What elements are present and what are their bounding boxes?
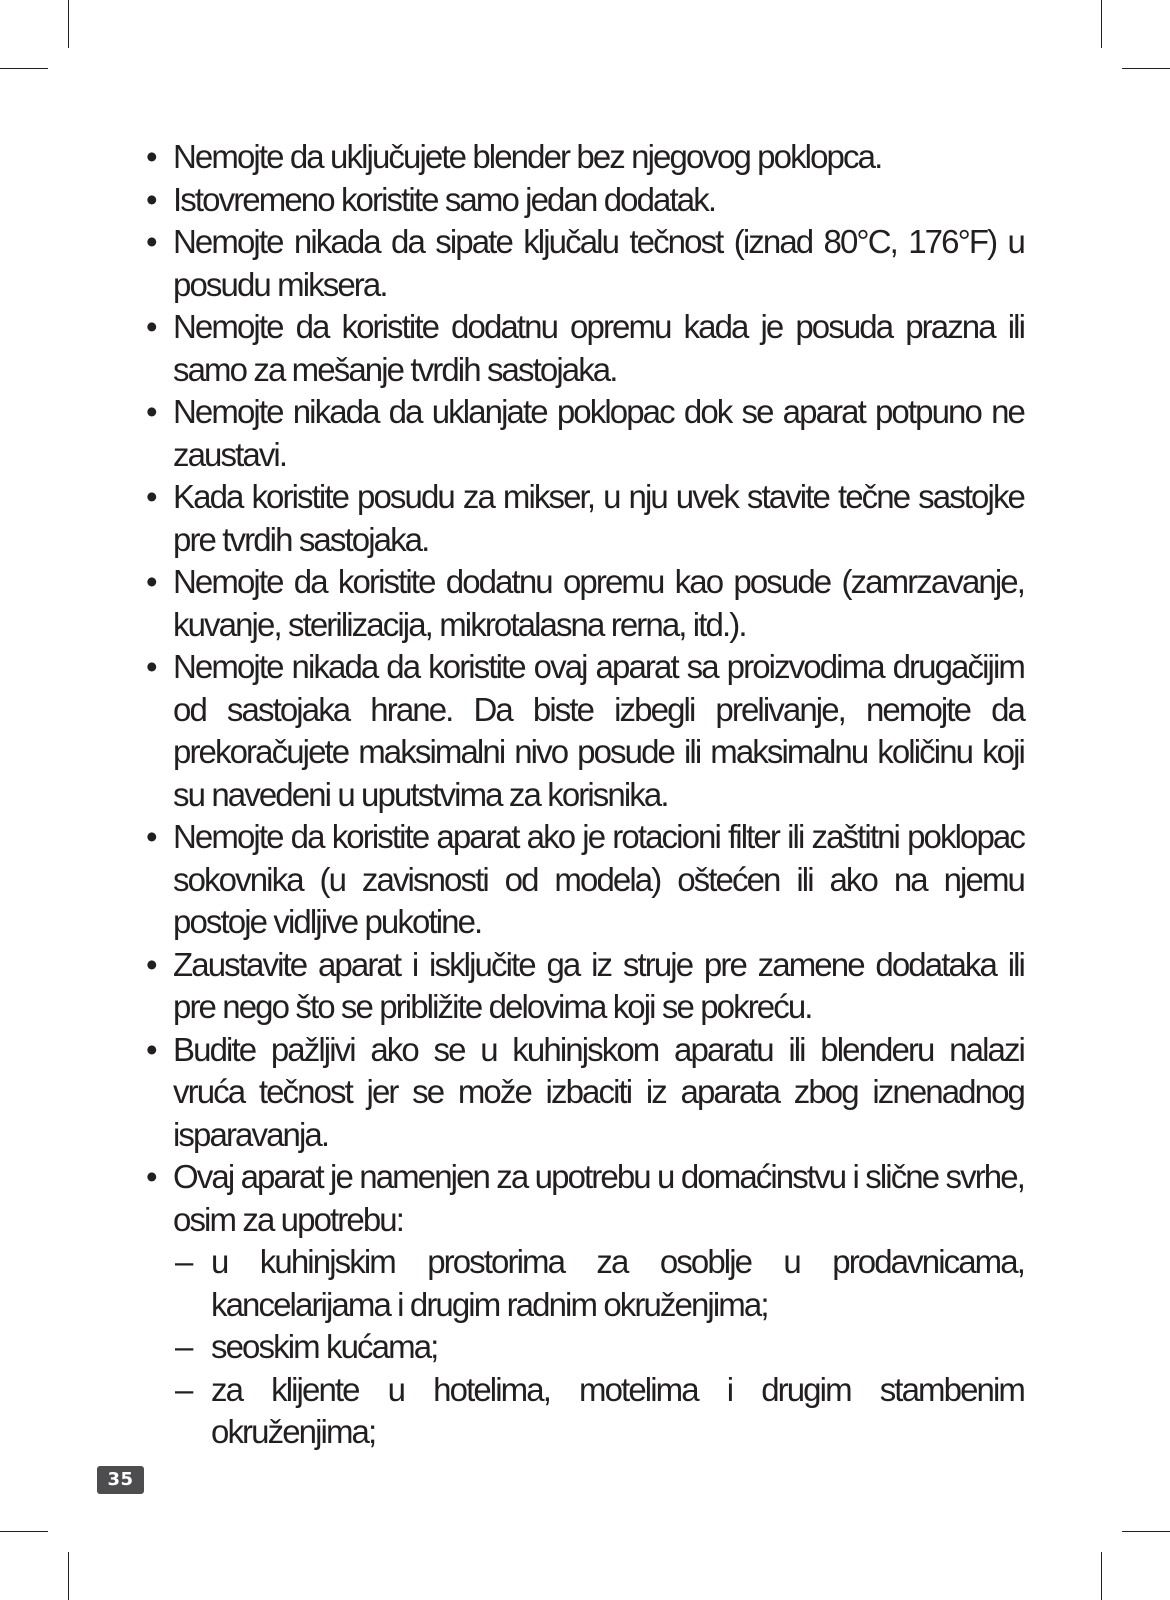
crop-mark-top-right-vertical [1101, 0, 1102, 48]
crop-mark-bottom-left-vertical [68, 1552, 69, 1600]
bullet-item: • Budite pažljivi ako se u kuhinjskom aparatu ili blenderu nalazi vruća tečnost jer se može izbaciti iz aparata zbog iznenadnog isparavanja. [146, 1029, 1024, 1157]
bullet-item: • Zaustavite aparat i isključite ga iz struje pre zamene dodataka ili pre nego što se približite delovima koji se pokreću. [146, 944, 1024, 1029]
sub-item: – seoskim kućama; [173, 1326, 1024, 1369]
crop-mark-top-left-vertical [68, 0, 69, 48]
bullet-item: • Nemojte nikada da sipate ključalu tečnost (iznad 80°C, 176°F) u posudu miksera. [146, 221, 1024, 306]
bullet-item: • Kada koristite posudu za mikser, u nju uvek stavite tečne sastojke pre tvrdih sastojaka. [146, 476, 1024, 561]
bullet-item: • Nemojte da uključujete blender bez njegovog poklopca. [146, 136, 1024, 179]
sub-list [173, 1241, 1024, 1454]
sub-item: – za klijente u hotelima, motelima i drugim stambenim okruženjima; [173, 1369, 1024, 1454]
crop-mark-top-left-horizontal [0, 68, 48, 69]
crop-mark-top-right-horizontal [1122, 68, 1170, 69]
bullet-item: • Istovremeno koristite samo jedan dodatak. [146, 179, 1024, 222]
bullet-item: • Nemojte da koristite dodatnu opremu kada je posuda prazna ili samo za mešanje tvrdih sastojaka. [146, 306, 1024, 391]
bullet-item: • Nemojte da koristite dodatnu opremu kao posude (zamrzavanje, kuvanje, sterilizacija, mikrotalasna rerna, itd.). [146, 561, 1024, 646]
safety-instructions [146, 136, 1024, 1454]
crop-mark-bottom-left-horizontal [0, 1531, 48, 1532]
page-number-badge: 35 [97, 1466, 144, 1494]
sub-item: – u kuhinjskim prostorima za osoblje u prodavnicama, kancelarijama i drugim radnim okruženjima; [173, 1241, 1024, 1326]
crop-mark-bottom-right-horizontal [1122, 1531, 1170, 1532]
bullet-item: • Nemojte da koristite aparat ako je rotacioni filter ili zaštitni poklopac sokovnika (u zavisnosti od modela) oštećen ili ako na njemu postoje vidljive pukotine. [146, 816, 1024, 944]
bullet-item-text: Ovaj aparat je namenjen za upotrebu u domaćinstvu i slične svrhe, osim za upotrebu: [173, 1158, 1024, 1238]
bullet-item: • Nemojte nikada da koristite ovaj aparat sa proizvodima drugačijim od sastojaka hrane. Da biste izbegli prelivanje, nemojte da prekoračujete maksimalni nivo posude ili maksimalnu količinu koji su navedeni u uputstvima za korisnika. [146, 646, 1024, 816]
bullet-item: • Nemojte nikada da uklanjate poklopac dok se aparat potpuno ne zaustavi. [146, 391, 1024, 476]
bullet-item-with-sublist [146, 1156, 1024, 1454]
crop-mark-bottom-right-vertical [1101, 1552, 1102, 1600]
bullet-list [146, 136, 1024, 1454]
